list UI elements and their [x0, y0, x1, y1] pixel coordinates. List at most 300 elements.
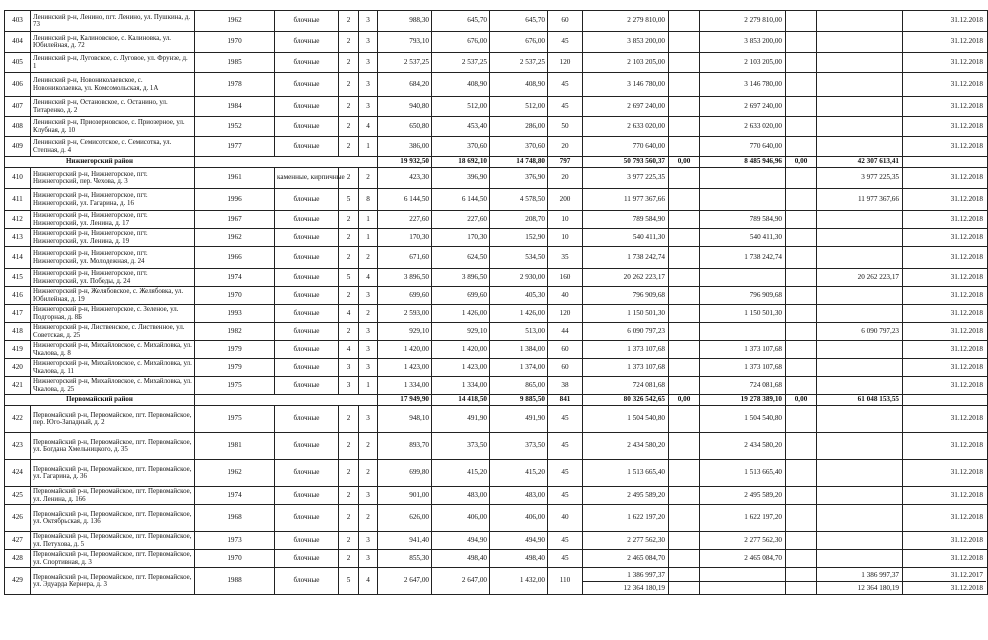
floors: 2 — [339, 117, 359, 137]
build-year: 1966 — [195, 247, 275, 269]
wall-material: блочные — [275, 11, 339, 32]
cost-funding-1: 1 513 665,40 — [700, 460, 786, 487]
zero-value — [669, 305, 700, 323]
total-area: 2 537,25 — [378, 53, 432, 73]
total-area: 19 932,50 — [378, 157, 432, 168]
cost-funding-2 — [817, 487, 903, 505]
zero-value — [669, 323, 700, 341]
table-row — [5, 211, 988, 229]
table-row — [5, 550, 988, 568]
build-year: 1996 — [195, 189, 275, 211]
build-year: 1970 — [195, 32, 275, 53]
wall-material: блочные — [275, 532, 339, 550]
zero-value — [669, 341, 700, 359]
cost-funding-1-top — [699, 569, 785, 582]
residents-count: 40 — [548, 287, 583, 305]
address: Первомайский р-н, Первомайское, пгт. Первомайское, ул. Октябрьская, д. 136 — [31, 505, 195, 532]
address: Первомайский р-н, Первомайское, пгт. Первомайское, ул. Эдуарда Кернера, д. 3 — [31, 568, 195, 595]
zero-value: 0,00 — [786, 395, 817, 406]
wall-material: блочные — [275, 568, 339, 595]
zero-value — [669, 406, 700, 433]
wall-material: каменные, кирпичные — [275, 168, 339, 189]
zero-value-top — [668, 569, 700, 582]
residential-area: 534,50 — [490, 247, 548, 269]
build-year: 1985 — [195, 53, 275, 73]
residents-count: 44 — [548, 323, 583, 341]
living-area: 370,60 — [432, 137, 490, 157]
address: Нижнегорский р-н, Михайловское, с. Михайловка, ул. Чкалова, д. 8 — [31, 341, 195, 359]
floors: 5 — [339, 269, 359, 287]
total-cost: 11 977 367,66 — [583, 189, 669, 211]
deadline-date: 31.12.2018 — [903, 550, 988, 568]
cost-funding-2 — [817, 505, 903, 532]
living-area: 170,30 — [432, 229, 490, 247]
address: Первомайский р-н, Первомайское, пгт. Первомайское, ул. Ленина, д. 166 — [31, 487, 195, 505]
zero-value — [786, 189, 817, 211]
floors: 3 — [339, 377, 359, 395]
wall-material: блочные — [275, 305, 339, 323]
living-area: 227,60 — [432, 211, 490, 229]
row-number: 408 — [5, 117, 31, 137]
table-row — [5, 487, 988, 505]
table-row — [5, 11, 988, 32]
residents-count: 45 — [548, 532, 583, 550]
table-row — [5, 305, 988, 323]
zero-value — [786, 460, 817, 487]
zero-value — [786, 229, 817, 247]
entrances: 1 — [359, 137, 378, 157]
deadline-date: 31.12.2018 — [903, 53, 988, 73]
row-number: 421 — [5, 377, 31, 395]
cost-funding-2 — [817, 137, 903, 157]
floors: 2 — [339, 229, 359, 247]
zero-value — [669, 359, 700, 377]
residential-area: 1 374,00 — [490, 359, 548, 377]
residents-count: 45 — [548, 97, 583, 117]
total-cost: 1 738 242,74 — [583, 247, 669, 269]
zero-value — [786, 323, 817, 341]
row-number: 406 — [5, 73, 31, 97]
cost-funding-1: 2 434 580,20 — [700, 433, 786, 460]
zero-value-bot — [671, 582, 697, 594]
cost-funding-1: 1 373 107,68 — [700, 341, 786, 359]
zero-value — [786, 406, 817, 433]
living-area: 494,90 — [432, 532, 490, 550]
housing-register-table — [4, 10, 988, 595]
cost-funding-2-top: 1 386 997,37 — [816, 569, 902, 582]
table-row — [5, 269, 988, 287]
deadline-date: 31.12.2018 — [903, 305, 988, 323]
cost-funding-1: 19 278 389,10 — [700, 395, 786, 406]
floors: 2 — [339, 287, 359, 305]
cost-funding-2 — [817, 305, 903, 323]
wall-material: блочные — [275, 211, 339, 229]
residents-count: 45 — [548, 487, 583, 505]
address: Ленинский р-н, Остановское, с. Останино, ул. Титаренко, д. 2 — [31, 97, 195, 117]
living-area: 929,10 — [432, 323, 490, 341]
residents-count: 60 — [548, 11, 583, 32]
cost-funding-2: 11 977 367,66 — [817, 189, 903, 211]
district-title: Нижнегорский район — [5, 157, 195, 168]
cost-funding-2: 20 262 223,17 — [817, 269, 903, 287]
deadline-date-top: 31.12.2017 — [902, 569, 986, 582]
residents-count: 20 — [548, 168, 583, 189]
address: Первомайский р-н, Первомайское, пгт. Первомайское, ул. Спортивная, д. 3 — [31, 550, 195, 568]
entrances: 3 — [359, 341, 378, 359]
zero-value — [786, 11, 817, 32]
row-number: 423 — [5, 433, 31, 460]
residents-count: 120 — [548, 53, 583, 73]
total-area: 6 144,50 — [378, 189, 432, 211]
total-cost: 3 146 780,00 — [583, 73, 669, 97]
deadline-date: 31.12.2018 — [903, 487, 988, 505]
zero-value — [786, 168, 817, 189]
address: Нижнегорский р-н, Лиственское, с. Лиственное, ул. Советская, д. 25 — [31, 323, 195, 341]
wall-material: блочные — [275, 269, 339, 287]
cost-funding-1: 724 081,68 — [700, 377, 786, 395]
zero-value — [669, 211, 700, 229]
deadline-date: 31.12.2018 — [903, 287, 988, 305]
address: Ленинский р-н, Семисотское, с. Семисотка, ул. Степная, д. 4 — [31, 137, 195, 157]
row-number: 404 — [5, 32, 31, 53]
deadline-date: 31.12.2018 — [903, 189, 988, 211]
address: Нижнегорский р-н, Михайловское, с. Михайловка, ул. Чкалова, д. 11 — [31, 359, 195, 377]
cost-funding-1 — [700, 568, 786, 595]
entrances: 3 — [359, 406, 378, 433]
zero-value — [669, 97, 700, 117]
total-area: 650,80 — [378, 117, 432, 137]
cost-funding-1-bot — [702, 582, 782, 594]
zero-value — [669, 460, 700, 487]
living-area: 14 418,50 — [432, 395, 490, 406]
zero-value — [669, 568, 700, 595]
deadline-date: 31.12.2018 — [903, 247, 988, 269]
total-cost: 796 909,68 — [583, 287, 669, 305]
wall-material: блочные — [275, 53, 339, 73]
total-area: 929,10 — [378, 323, 432, 341]
cost-funding-1: 1 373 107,68 — [700, 359, 786, 377]
floors: 2 — [339, 73, 359, 97]
build-year: 1981 — [195, 433, 275, 460]
floors: 2 — [339, 406, 359, 433]
residents-count: 35 — [548, 247, 583, 269]
residential-area: 4 578,50 — [490, 189, 548, 211]
total-cost: 2 434 580,20 — [583, 433, 669, 460]
floors: 2 — [339, 323, 359, 341]
row-number: 429 — [5, 568, 31, 595]
table-row — [5, 460, 988, 487]
cost-funding-1: 8 485 946,96 — [700, 157, 786, 168]
table-row — [5, 505, 988, 532]
total-cost: 2 277 562,30 — [583, 532, 669, 550]
address: Ленинский р-н, Луговское, с. Луговое, ул. Фрунзе, д. 1 — [31, 53, 195, 73]
entrances: 3 — [359, 287, 378, 305]
total-cost: 2 633 020,00 — [583, 117, 669, 137]
entrances: 2 — [359, 433, 378, 460]
total-area: 699,80 — [378, 460, 432, 487]
table-row — [5, 323, 988, 341]
zero-value — [669, 117, 700, 137]
cost-funding-2 — [817, 568, 903, 595]
entrances: 3 — [359, 32, 378, 53]
zero-value — [669, 168, 700, 189]
cost-funding-1: 2 103 205,00 — [700, 53, 786, 73]
row-number: 427 — [5, 532, 31, 550]
cost-funding-2 — [817, 229, 903, 247]
deadline-date: 31.12.2018 — [903, 460, 988, 487]
residents-count: 10 — [548, 211, 583, 229]
floors: 2 — [339, 168, 359, 189]
total-cost: 1 504 540,80 — [583, 406, 669, 433]
address: Нижнегорский р-н, Нижнегорское, пгт. Нижнегорский, ул. Победы, д. 24 — [31, 269, 195, 287]
zero-value: 0,00 — [669, 157, 700, 168]
residential-area: 1 384,00 — [490, 341, 548, 359]
build-year: 1988 — [195, 568, 275, 595]
cost-funding-2 — [817, 341, 903, 359]
total-cost — [583, 568, 669, 595]
build-year: 1979 — [195, 341, 275, 359]
build-year: 1970 — [195, 550, 275, 568]
floors: 2 — [339, 53, 359, 73]
residential-area: 405,30 — [490, 287, 548, 305]
row-number: 418 — [5, 323, 31, 341]
total-area: 626,00 — [378, 505, 432, 532]
total-area: 423,30 — [378, 168, 432, 189]
zero-value: 0,00 — [786, 157, 817, 168]
total-cost: 1 513 665,40 — [583, 460, 669, 487]
residential-area: 513,00 — [490, 323, 548, 341]
wall-material: блочные — [275, 433, 339, 460]
entrances: 1 — [359, 229, 378, 247]
zero-value — [786, 487, 817, 505]
empty-cell — [903, 157, 988, 168]
zero-value — [786, 532, 817, 550]
floors: 2 — [339, 505, 359, 532]
zero-value — [669, 32, 700, 53]
build-year: 1974 — [195, 487, 275, 505]
table-row — [5, 189, 988, 211]
district-subtotal-row — [5, 157, 988, 168]
deadline-date: 31.12.2018 — [903, 377, 988, 395]
entrances: 2 — [359, 505, 378, 532]
zero-value — [669, 377, 700, 395]
living-area: 415,20 — [432, 460, 490, 487]
total-cost: 50 793 560,37 — [583, 157, 669, 168]
residential-area: 373,50 — [490, 433, 548, 460]
row-number: 428 — [5, 550, 31, 568]
zero-value — [786, 505, 817, 532]
district-title: Первомайский район — [5, 395, 195, 406]
table-body — [5, 11, 988, 595]
row-number: 420 — [5, 359, 31, 377]
address: Первомайский р-н, Первомайское, пгт. Первомайское, ул. Гагарина, д. 36 — [31, 460, 195, 487]
residents-count: 120 — [548, 305, 583, 323]
entrances: 3 — [359, 550, 378, 568]
residential-area: 491,90 — [490, 406, 548, 433]
wall-material: блочные — [275, 97, 339, 117]
floors: 2 — [339, 433, 359, 460]
table-row — [5, 406, 988, 433]
build-year: 1970 — [195, 287, 275, 305]
address: Нижнегорский р-н, Нижнегорское, с. Зеленое, ул. Подгорная, д. 8Б — [31, 305, 195, 323]
deadline-date: 31.12.2018 — [903, 359, 988, 377]
entrances: 4 — [359, 117, 378, 137]
residents-count: 20 — [548, 137, 583, 157]
zero-value — [669, 505, 700, 532]
residential-area: 498,40 — [490, 550, 548, 568]
empty-cell — [195, 395, 378, 406]
cost-funding-1: 540 411,30 — [700, 229, 786, 247]
entrances: 1 — [359, 211, 378, 229]
zero-value — [786, 97, 817, 117]
cost-funding-2 — [817, 460, 903, 487]
floors: 2 — [339, 32, 359, 53]
residential-area: 494,90 — [490, 532, 548, 550]
row-number: 417 — [5, 305, 31, 323]
residential-area: 408,90 — [490, 73, 548, 97]
residential-area: 2 537,25 — [490, 53, 548, 73]
living-area: 18 692,10 — [432, 157, 490, 168]
row-number: 414 — [5, 247, 31, 269]
cost-funding-2: 42 307 613,41 — [817, 157, 903, 168]
address: Первомайский р-н, Первомайское, пгт. Первомайское, пер. Юго-Западный, д. 2 — [31, 406, 195, 433]
total-cost: 2 279 810,00 — [583, 11, 669, 32]
cost-funding-2 — [817, 550, 903, 568]
total-cost: 724 081,68 — [583, 377, 669, 395]
residential-area: 2 930,00 — [490, 269, 548, 287]
zero-value — [786, 341, 817, 359]
table-row — [5, 229, 988, 247]
wall-material: блочные — [275, 323, 339, 341]
deadline-date-bot: 31.12.2018 — [950, 583, 983, 592]
floors: 2 — [339, 137, 359, 157]
cost-funding-1: 1 150 501,30 — [700, 305, 786, 323]
build-year: 1975 — [195, 377, 275, 395]
cost-funding-2 — [817, 73, 903, 97]
living-area: 3 896,50 — [432, 269, 490, 287]
total-area: 1 334,00 — [378, 377, 432, 395]
wall-material: блочные — [275, 32, 339, 53]
cost-funding-1 — [700, 168, 786, 189]
total-area: 2 593,00 — [378, 305, 432, 323]
total-cost: 2 697 240,00 — [583, 97, 669, 117]
cost-funding-2: 61 048 153,55 — [817, 395, 903, 406]
total-cost: 789 584,90 — [583, 211, 669, 229]
table-row — [5, 568, 988, 595]
residential-area: 14 748,80 — [490, 157, 548, 168]
deadline-date: 31.12.2018 — [903, 73, 988, 97]
deadline-date: 31.12.2018 — [903, 168, 988, 189]
address: Нижнегорский р-н, Нижнегорское, пгт. Нижнегорский, ул. Гагарина, д. 16 — [31, 189, 195, 211]
zero-value — [786, 287, 817, 305]
zero-value — [669, 229, 700, 247]
deadline-date: 31.12.2018 — [903, 406, 988, 433]
table-row — [5, 168, 988, 189]
build-year: 1982 — [195, 323, 275, 341]
empty-cell — [903, 395, 988, 406]
wall-material: блочные — [275, 359, 339, 377]
cost-funding-1: 2 495 589,20 — [700, 487, 786, 505]
cost-funding-1: 2 277 562,30 — [700, 532, 786, 550]
living-area: 491,90 — [432, 406, 490, 433]
cost-funding-2 — [817, 11, 903, 32]
address: Первомайский р-н, Первомайское, пгт. Первомайское, ул. Богдана Хмельницкого, д. 35 — [31, 433, 195, 460]
table-row — [5, 247, 988, 269]
residential-area: 676,00 — [490, 32, 548, 53]
zero-value — [786, 73, 817, 97]
floors: 2 — [339, 532, 359, 550]
wall-material: блочные — [275, 189, 339, 211]
total-area: 941,40 — [378, 532, 432, 550]
living-area: 624,50 — [432, 247, 490, 269]
total-area: 684,20 — [378, 73, 432, 97]
deadline-date: 31.12.2018 — [903, 97, 988, 117]
address: Ленинский р-н, Калиновское, с. Калиновка, ул. Юбилейная, д. 72 — [31, 32, 195, 53]
wall-material: блочные — [275, 377, 339, 395]
zero-value — [786, 53, 817, 73]
wall-material: блочные — [275, 117, 339, 137]
entrances: 2 — [359, 247, 378, 269]
living-area: 406,00 — [432, 505, 490, 532]
floors: 2 — [339, 11, 359, 32]
residential-area: 865,00 — [490, 377, 548, 395]
row-number: 412 — [5, 211, 31, 229]
build-year: 1967 — [195, 211, 275, 229]
row-number: 426 — [5, 505, 31, 532]
build-year: 1962 — [195, 229, 275, 247]
residential-area: 645,70 — [490, 11, 548, 32]
row-number: 411 — [5, 189, 31, 211]
total-cost: 1 150 501,30 — [583, 305, 669, 323]
table-row — [5, 117, 988, 137]
entrances: 3 — [359, 11, 378, 32]
row-number: 422 — [5, 406, 31, 433]
residents-count: 45 — [548, 460, 583, 487]
address: Ленинский р-н, Приозерновское, с. Приозерное, ул. Клубная, д. 10 — [31, 117, 195, 137]
total-cost: 3 853 200,00 — [583, 32, 669, 53]
wall-material: блочные — [275, 247, 339, 269]
wall-material: блочные — [275, 137, 339, 157]
zero-value — [669, 189, 700, 211]
build-year: 1962 — [195, 460, 275, 487]
build-year: 1978 — [195, 73, 275, 97]
row-number: 416 — [5, 287, 31, 305]
wall-material: блочные — [275, 406, 339, 433]
build-year: 1984 — [195, 97, 275, 117]
row-number: 419 — [5, 341, 31, 359]
address: Ленинский р-н, Новониколаевское, с. Новониколаевка, ул. Комсомольская, д. 1А — [31, 73, 195, 97]
zero-value — [669, 487, 700, 505]
build-year: 1973 — [195, 532, 275, 550]
entrances: 8 — [359, 189, 378, 211]
wall-material: блочные — [275, 229, 339, 247]
cost-funding-1: 2 697 240,00 — [700, 97, 786, 117]
cost-funding-1 — [700, 189, 786, 211]
deadline-date: 31.12.2018 — [903, 229, 988, 247]
residential-area: 9 885,50 — [490, 395, 548, 406]
zero-value — [669, 269, 700, 287]
floors: 3 — [339, 359, 359, 377]
total-area: 940,80 — [378, 97, 432, 117]
living-area: 1 334,00 — [432, 377, 490, 395]
deadline-date: 31.12.2018 — [903, 211, 988, 229]
address: Нижнегорский р-н, Желябовское, с. Желябовка, ул. Юбилейная, д. 19 — [31, 287, 195, 305]
total-area: 227,60 — [378, 211, 432, 229]
residential-area: 376,90 — [490, 168, 548, 189]
residents-count: 40 — [548, 505, 583, 532]
residents-count: 200 — [548, 189, 583, 211]
living-area: 396,90 — [432, 168, 490, 189]
